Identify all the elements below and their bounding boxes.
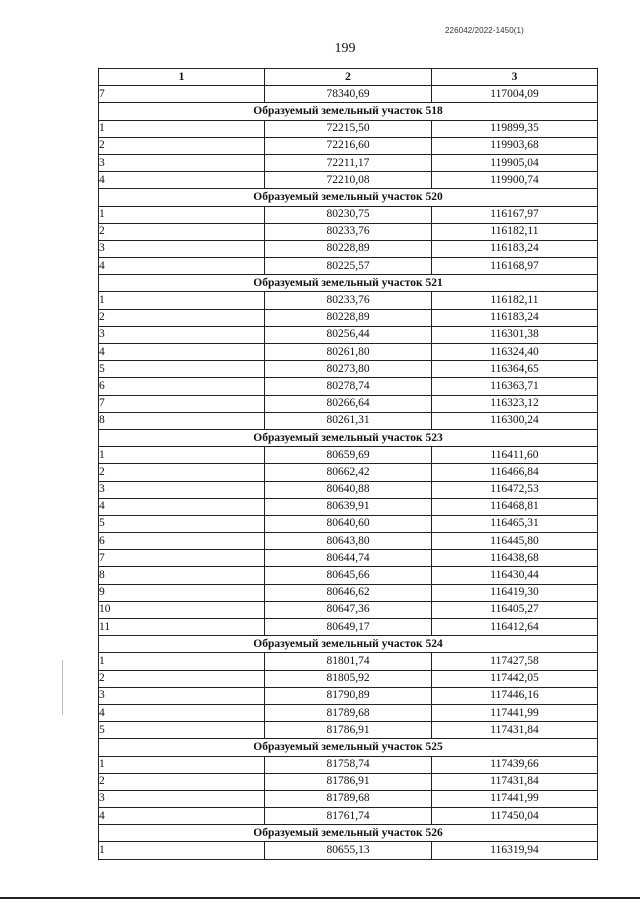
y-coordinate-cell: 116323,12 xyxy=(432,395,598,412)
y-coordinate-cell: 117431,84 xyxy=(432,773,598,790)
x-coordinate-cell: 80644,74 xyxy=(265,550,432,567)
point-number-cell: 10 xyxy=(99,601,265,618)
point-number-cell: 4 xyxy=(99,498,265,515)
x-coordinate-cell: 72210,08 xyxy=(265,172,432,189)
section-title-row xyxy=(99,429,598,446)
x-coordinate-cell: 80256,44 xyxy=(265,326,432,343)
point-number-cell: 6 xyxy=(99,533,265,550)
point-number-cell: 4 xyxy=(99,344,265,361)
point-number-cell: 2 xyxy=(99,670,265,687)
table-row xyxy=(99,515,598,532)
section-title-row xyxy=(99,189,598,206)
table-body xyxy=(99,86,598,859)
x-coordinate-cell: 80646,62 xyxy=(265,584,432,601)
table-row xyxy=(99,172,598,189)
column-header: 3 xyxy=(432,69,598,86)
table-row xyxy=(99,756,598,773)
table-row xyxy=(99,258,598,275)
column-header: 2 xyxy=(265,69,432,86)
section-title-row xyxy=(99,275,598,292)
column-header: 1 xyxy=(99,69,265,86)
table-row xyxy=(99,292,598,309)
x-coordinate-cell: 80640,88 xyxy=(265,481,432,498)
point-number-cell: 3 xyxy=(99,790,265,807)
document-id: 226042/2022-1450(1) xyxy=(445,26,524,35)
table-header-row xyxy=(99,69,598,86)
point-number-cell: 2 xyxy=(99,223,265,240)
y-coordinate-cell: 117427,58 xyxy=(432,653,598,670)
y-coordinate-cell: 116167,97 xyxy=(432,206,598,223)
table-row xyxy=(99,395,598,412)
point-number-cell: 8 xyxy=(99,567,265,584)
x-coordinate-cell: 80273,80 xyxy=(265,361,432,378)
y-coordinate-cell: 116183,24 xyxy=(432,240,598,257)
x-coordinate-cell: 80261,31 xyxy=(265,412,432,429)
scan-margin-mark xyxy=(62,660,63,715)
point-number-cell: 2 xyxy=(99,464,265,481)
x-coordinate-cell: 80233,76 xyxy=(265,223,432,240)
table-row xyxy=(99,670,598,687)
x-coordinate-cell: 80228,89 xyxy=(265,240,432,257)
point-number-cell: 1 xyxy=(99,120,265,137)
y-coordinate-cell: 116411,60 xyxy=(432,447,598,464)
x-coordinate-cell: 80640,60 xyxy=(265,515,432,532)
point-number-cell: 8 xyxy=(99,412,265,429)
y-coordinate-cell: 116438,68 xyxy=(432,550,598,567)
y-coordinate-cell: 117450,04 xyxy=(432,808,598,825)
section-title-row xyxy=(99,739,598,756)
point-number-cell: 5 xyxy=(99,515,265,532)
y-coordinate-cell: 116364,65 xyxy=(432,361,598,378)
table-row xyxy=(99,601,598,618)
y-coordinate-cell: 116300,24 xyxy=(432,412,598,429)
y-coordinate-cell: 116183,24 xyxy=(432,309,598,326)
x-coordinate-cell: 80643,80 xyxy=(265,533,432,550)
table-row xyxy=(99,223,598,240)
x-coordinate-cell: 80266,64 xyxy=(265,395,432,412)
section-title: Образуемый земельный участок 523 xyxy=(99,429,598,446)
point-number-cell: 11 xyxy=(99,619,265,636)
table-row xyxy=(99,240,598,257)
point-number-cell: 1 xyxy=(99,653,265,670)
x-coordinate-cell: 80233,76 xyxy=(265,292,432,309)
point-number-cell: 1 xyxy=(99,842,265,859)
table-row xyxy=(99,842,598,859)
table-row xyxy=(99,309,598,326)
y-coordinate-cell: 116182,11 xyxy=(432,292,598,309)
y-coordinate-cell: 117446,16 xyxy=(432,687,598,704)
x-coordinate-cell: 80278,74 xyxy=(265,378,432,395)
x-coordinate-cell: 80225,57 xyxy=(265,258,432,275)
y-coordinate-cell: 117004,09 xyxy=(432,86,598,103)
table-row xyxy=(99,120,598,137)
table-row xyxy=(99,154,598,171)
y-coordinate-cell: 116319,94 xyxy=(432,842,598,859)
x-coordinate-cell: 81758,74 xyxy=(265,756,432,773)
table-row xyxy=(99,704,598,721)
table-row xyxy=(99,567,598,584)
y-coordinate-cell: 116430,44 xyxy=(432,567,598,584)
section-title: Образуемый земельный участок 518 xyxy=(99,103,598,120)
point-number-cell: 4 xyxy=(99,808,265,825)
point-number-cell: 3 xyxy=(99,326,265,343)
x-coordinate-cell: 80639,91 xyxy=(265,498,432,515)
point-number-cell: 3 xyxy=(99,240,265,257)
table-row xyxy=(99,687,598,704)
table-row xyxy=(99,464,598,481)
table-row xyxy=(99,378,598,395)
y-coordinate-cell: 116412,64 xyxy=(432,619,598,636)
y-coordinate-cell: 117431,84 xyxy=(432,722,598,739)
x-coordinate-cell: 81786,91 xyxy=(265,722,432,739)
x-coordinate-cell: 81789,68 xyxy=(265,704,432,721)
table-row xyxy=(99,653,598,670)
section-title: Образуемый земельный участок 525 xyxy=(99,739,598,756)
y-coordinate-cell: 117441,99 xyxy=(432,790,598,807)
table-row xyxy=(99,773,598,790)
page-number: 199 xyxy=(334,41,356,56)
x-coordinate-cell: 78340,69 xyxy=(265,86,432,103)
y-coordinate-cell: 116419,30 xyxy=(432,584,598,601)
point-number-cell: 5 xyxy=(99,722,265,739)
table-row xyxy=(99,344,598,361)
point-number-cell: 1 xyxy=(99,292,265,309)
point-number-cell: 6 xyxy=(99,378,265,395)
x-coordinate-cell: 80230,75 xyxy=(265,206,432,223)
x-coordinate-cell: 72211,17 xyxy=(265,154,432,171)
point-number-cell: 2 xyxy=(99,309,265,326)
x-coordinate-cell: 81786,91 xyxy=(265,773,432,790)
table-row xyxy=(99,790,598,807)
point-number-cell: 1 xyxy=(99,447,265,464)
x-coordinate-cell: 81805,92 xyxy=(265,670,432,687)
y-coordinate-cell: 116466,84 xyxy=(432,464,598,481)
y-coordinate-cell: 116301,38 xyxy=(432,326,598,343)
table-row xyxy=(99,137,598,154)
x-coordinate-cell: 80228,89 xyxy=(265,309,432,326)
y-coordinate-cell: 116363,71 xyxy=(432,378,598,395)
x-coordinate-cell: 81761,74 xyxy=(265,808,432,825)
point-number-cell: 3 xyxy=(99,687,265,704)
point-number-cell: 4 xyxy=(99,172,265,189)
point-number-cell: 2 xyxy=(99,773,265,790)
table-row xyxy=(99,206,598,223)
y-coordinate-cell: 116445,80 xyxy=(432,533,598,550)
section-title-row xyxy=(99,636,598,653)
point-number-cell: 4 xyxy=(99,258,265,275)
table-row xyxy=(99,326,598,343)
table-row xyxy=(99,550,598,567)
y-coordinate-cell: 117439,66 xyxy=(432,756,598,773)
table-row xyxy=(99,86,598,103)
y-coordinate-cell: 116168,97 xyxy=(432,258,598,275)
page-bottom-rule xyxy=(0,897,640,899)
point-number-cell: 1 xyxy=(99,756,265,773)
table-row xyxy=(99,481,598,498)
table-row xyxy=(99,619,598,636)
table-row xyxy=(99,808,598,825)
x-coordinate-cell: 81801,74 xyxy=(265,653,432,670)
y-coordinate-cell: 116324,40 xyxy=(432,344,598,361)
table-row xyxy=(99,447,598,464)
y-coordinate-cell: 119900,74 xyxy=(432,172,598,189)
y-coordinate-cell: 119905,04 xyxy=(432,154,598,171)
section-title-row xyxy=(99,103,598,120)
point-number-cell: 2 xyxy=(99,137,265,154)
table-row xyxy=(99,584,598,601)
x-coordinate-cell: 80645,66 xyxy=(265,567,432,584)
point-number-cell: 7 xyxy=(99,550,265,567)
y-coordinate-cell: 117442,05 xyxy=(432,670,598,687)
table-row xyxy=(99,533,598,550)
x-coordinate-cell: 80662,42 xyxy=(265,464,432,481)
y-coordinate-cell: 119903,68 xyxy=(432,137,598,154)
x-coordinate-cell: 81790,89 xyxy=(265,687,432,704)
y-coordinate-cell: 116468,81 xyxy=(432,498,598,515)
table-row xyxy=(99,722,598,739)
y-coordinate-cell: 116405,27 xyxy=(432,601,598,618)
section-title: Образуемый земельный участок 520 xyxy=(99,189,598,206)
point-number-cell: 4 xyxy=(99,704,265,721)
section-title: Образуемый земельный участок 524 xyxy=(99,636,598,653)
point-number-cell: 3 xyxy=(99,154,265,171)
x-coordinate-cell: 80647,36 xyxy=(265,601,432,618)
y-coordinate-cell: 116182,11 xyxy=(432,223,598,240)
table-row xyxy=(99,412,598,429)
point-number-cell: 1 xyxy=(99,206,265,223)
table-row xyxy=(99,361,598,378)
point-number-cell: 7 xyxy=(99,86,265,103)
x-coordinate-cell: 72216,60 xyxy=(265,137,432,154)
point-number-cell: 9 xyxy=(99,584,265,601)
point-number-cell: 7 xyxy=(99,395,265,412)
y-coordinate-cell: 117441,99 xyxy=(432,704,598,721)
table-row xyxy=(99,498,598,515)
x-coordinate-cell: 72215,50 xyxy=(265,120,432,137)
point-number-cell: 5 xyxy=(99,361,265,378)
point-number-cell: 3 xyxy=(99,481,265,498)
x-coordinate-cell: 81789,68 xyxy=(265,790,432,807)
section-title-row xyxy=(99,825,598,842)
section-title: Образуемый земельный участок 526 xyxy=(99,825,598,842)
coordinates-table xyxy=(98,68,598,860)
x-coordinate-cell: 80649,17 xyxy=(265,619,432,636)
section-title: Образуемый земельный участок 521 xyxy=(99,275,598,292)
x-coordinate-cell: 80261,80 xyxy=(265,344,432,361)
x-coordinate-cell: 80655,13 xyxy=(265,842,432,859)
y-coordinate-cell: 116465,31 xyxy=(432,515,598,532)
y-coordinate-cell: 119899,35 xyxy=(432,120,598,137)
y-coordinate-cell: 116472,53 xyxy=(432,481,598,498)
x-coordinate-cell: 80659,69 xyxy=(265,447,432,464)
